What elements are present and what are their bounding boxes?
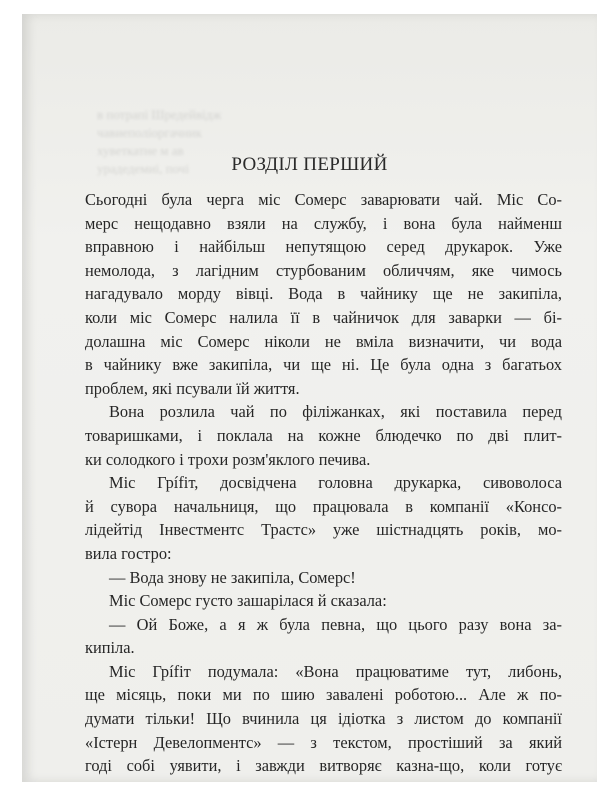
text-line: немолода, з лагідним стурбованим обличчям, яке чимось xyxy=(85,260,562,280)
text-line: ще місяць, поки ми по шию завалені роботою... Але ж по- xyxy=(85,685,562,705)
text-line: думати тільки! Що вчинила ця ідіотка з листом до компанії xyxy=(85,709,562,729)
text-line: кипіла. xyxy=(85,638,135,658)
body-text xyxy=(85,188,562,778)
text-line: в чайнику вже закипіла, чи ще ні. Це була одна з багатьох xyxy=(85,355,562,375)
text-line: — Ой Боже, а я ж була певна, що цього разу вона за- xyxy=(109,614,562,634)
text-line: товаришками, і поклала на кожне блюдечко по дві плит- xyxy=(85,425,562,445)
text-line: долашна міс Сомерс ніколи не вміла визначити, чи вода xyxy=(85,331,562,351)
text-line: вила гостро: xyxy=(85,543,172,563)
book-page xyxy=(22,14,597,782)
text-line: — Вода знову не закипіла, Сомерс! xyxy=(109,567,356,587)
bleed-through-line: чавиеполіоргачник xyxy=(97,125,202,140)
text-line: Сьогодні була черга міс Сомерс заварювати чай. Міс Со- xyxy=(85,190,562,209)
text-line: й сувора начальниця, що працювала в компанії «Консо- xyxy=(85,496,562,516)
text-line: лідейтід Інвестментс Трастс» уже шістнадцять років, мо- xyxy=(85,520,562,540)
text-line: вправною і найбільш непутящою серед друкарок. Уже xyxy=(85,237,562,257)
text-line: Міс Грífіт подумала: «Вона працюватиме тут, либонь, xyxy=(109,661,562,681)
text-line: проблем, які псували їй життя. xyxy=(85,378,300,398)
text-line: коли міс Сомерс налила її в чайничок для заварки — бі- xyxy=(85,307,562,327)
text-line: Міс Грífіт, досвідчена головна друкарка, сивоволоса xyxy=(109,473,562,493)
text-line: Вона розлила чай по філіжанках, які поставила перед xyxy=(109,402,562,422)
bleed-through-line: хуветкатне м ав xyxy=(97,143,184,158)
bleed-through-line: урадедемиі, почі xyxy=(97,161,189,176)
text-line: Міс Сомерс густо зашарілася й сказала: xyxy=(109,591,387,611)
text-line: мерс нещодавно взяли на службу, і вона була найменш xyxy=(85,213,562,233)
bleed-through-line: в потрапі Шредейвідж xyxy=(97,107,222,122)
chapter-title: РОЗДІЛ ПЕРШИЙ xyxy=(231,154,388,175)
text-line: нагадувало морду вівці. Вода в чайнику ще не закипіла, xyxy=(85,284,562,304)
text-line: ки солодкого і трохи розм'яклого печива. xyxy=(85,449,371,469)
text-line: годі собі уявити, і завжди витворяє казна-що, коли готує xyxy=(85,756,562,776)
text-line: «Істерн Девелопментс» — з текстом, простіший за який xyxy=(85,732,562,752)
